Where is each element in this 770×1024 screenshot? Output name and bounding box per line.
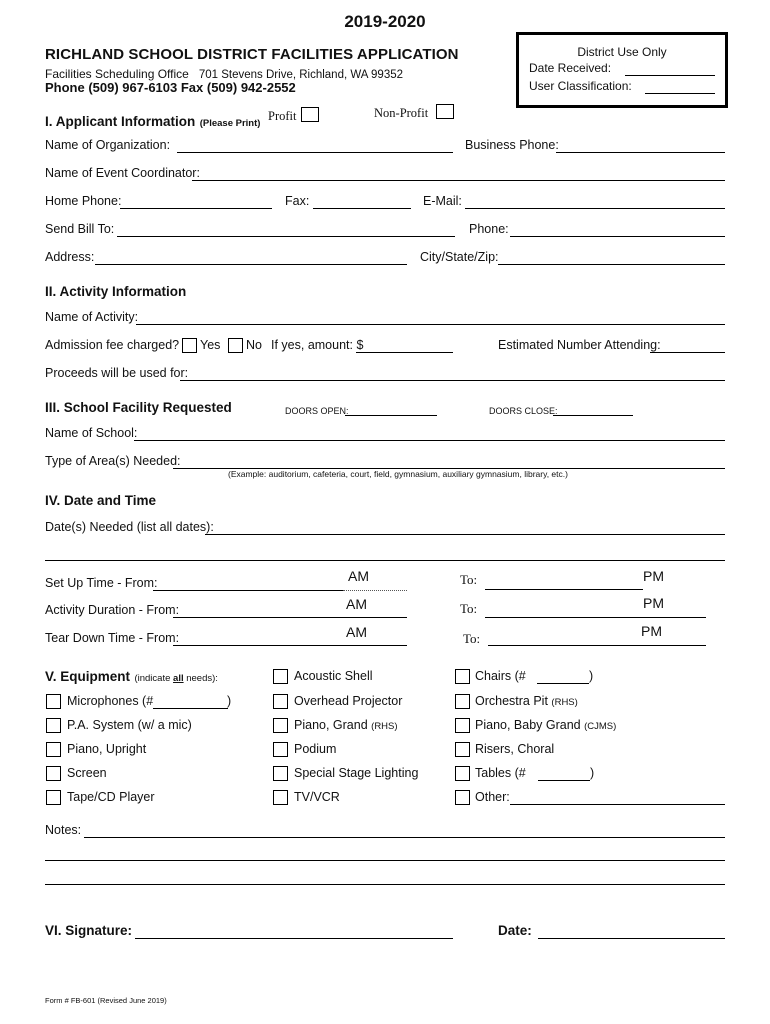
- tv-vcr-label: TV/VCR: [294, 790, 340, 804]
- amount-line[interactable]: [356, 352, 453, 353]
- notes-label: Notes:: [45, 823, 82, 837]
- piano-baby-grand-checkbox[interactable]: [455, 718, 470, 733]
- home-phone-label: Home Phone:: [45, 194, 122, 208]
- office-address: 701 Stevens Drive, Richland, WA 99352: [198, 69, 404, 81]
- teardown-to-line[interactable]: [488, 645, 706, 646]
- dates-line-1[interactable]: [205, 534, 725, 535]
- admission-yes-checkbox[interactable]: [182, 338, 197, 353]
- risers-label: Risers, Choral: [475, 742, 555, 756]
- chairs-count-line[interactable]: [537, 683, 589, 684]
- date-line[interactable]: [538, 938, 725, 939]
- section2-title: II. Activity Information: [45, 284, 187, 299]
- organization-line[interactable]: [177, 152, 453, 153]
- teardown-label: Tear Down Time - From:: [45, 631, 180, 645]
- profit-label: Profit: [268, 109, 297, 123]
- duration-am: AM: [346, 596, 367, 612]
- amount-label: If yes, amount: $: [271, 338, 364, 352]
- section4-title: IV. Date and Time: [45, 493, 157, 508]
- piano-upright-checkbox[interactable]: [46, 742, 61, 757]
- orchestra-pit-checkbox[interactable]: [455, 694, 470, 709]
- chairs-label: Chairs (#: [475, 669, 526, 683]
- setup-am: AM: [348, 568, 369, 584]
- pa-system-checkbox[interactable]: [46, 718, 61, 733]
- teardown-from-line[interactable]: [173, 645, 407, 646]
- section3-title: III. School Facility Requested: [45, 400, 232, 415]
- section5-note-pre: (indicate: [134, 673, 174, 684]
- activity-label: Name of Activity:: [45, 310, 139, 324]
- podium-checkbox[interactable]: [273, 742, 288, 757]
- tape-cd-checkbox[interactable]: [46, 790, 61, 805]
- stage-lighting-checkbox[interactable]: [273, 766, 288, 781]
- non-profit-checkbox[interactable]: [436, 104, 454, 119]
- date-label: Date:: [498, 923, 532, 938]
- form-number: Form # FB-601 (Revised June 2019): [45, 996, 167, 1005]
- profit-checkbox[interactable]: [301, 107, 319, 122]
- duration-pm: PM: [643, 595, 664, 611]
- chairs-close: ): [589, 669, 594, 683]
- tables-count-line[interactable]: [538, 780, 590, 781]
- attending-line[interactable]: [650, 352, 725, 353]
- signature-line[interactable]: [135, 938, 453, 939]
- tape-cd-label: Tape/CD Player: [67, 790, 155, 804]
- piano-grand-item: [294, 718, 398, 732]
- dates-label: Date(s) Needed (list all dates):: [45, 520, 214, 534]
- areas-example: (Example: auditorium, cafeteria, court, field, gymnasium, auxiliary gymnasium, library, etc.): [228, 469, 568, 479]
- email-line[interactable]: [465, 208, 725, 209]
- user-classification-line[interactable]: [645, 93, 715, 94]
- activity-line[interactable]: [136, 324, 725, 325]
- office-name: Facilities Scheduling Office: [45, 67, 189, 81]
- other-checkbox[interactable]: [455, 790, 470, 805]
- coordinator-line[interactable]: [192, 180, 725, 181]
- teardown-pm: PM: [641, 623, 662, 639]
- piano-baby-grand-item: [475, 718, 616, 732]
- piano-baby-grand-cjms: (CJMS): [584, 721, 617, 732]
- section1-title: I. Applicant Information: [45, 114, 196, 129]
- user-classification-label: User Classification:: [529, 79, 632, 93]
- notes-line-3[interactable]: [45, 884, 725, 885]
- screen-checkbox[interactable]: [46, 766, 61, 781]
- form-title: RICHLAND SCHOOL DISTRICT FACILITIES APPLICATION: [45, 46, 459, 63]
- setup-pm: PM: [643, 568, 664, 584]
- notes-line-2[interactable]: [45, 860, 725, 861]
- business-phone-line[interactable]: [556, 152, 725, 153]
- piano-upright-label: Piano, Upright: [67, 742, 147, 756]
- doors-open-line[interactable]: [345, 415, 437, 416]
- address-label: Address:: [45, 250, 95, 264]
- business-phone-label: Business Phone:: [465, 138, 559, 152]
- duration-label: Activity Duration - From:: [45, 603, 180, 617]
- admission-no-label: No: [246, 338, 262, 352]
- setup-from-line[interactable]: [153, 590, 343, 591]
- office-line: [45, 67, 403, 81]
- screen-label: Screen: [67, 766, 107, 780]
- date-received-label: Date Received:: [529, 61, 612, 75]
- phone-fax: Phone (509) 967-6103 Fax (509) 942-2552: [45, 80, 296, 95]
- fax-line[interactable]: [313, 208, 411, 209]
- teardown-to-label: To:: [463, 631, 481, 646]
- organization-label: Name of Organization:: [45, 138, 171, 152]
- school-label: Name of School:: [45, 426, 138, 440]
- home-phone-line[interactable]: [120, 208, 272, 209]
- proceeds-label: Proceeds will be used for:: [45, 366, 189, 380]
- non-profit-label: Non-Profit: [374, 106, 429, 120]
- risers-checkbox[interactable]: [455, 742, 470, 757]
- email-label: E-Mail:: [423, 194, 462, 208]
- chairs-checkbox[interactable]: [455, 669, 470, 684]
- section5-note-post: needs):: [183, 673, 218, 684]
- podium-label: Podium: [294, 742, 337, 756]
- doors-close-line[interactable]: [553, 415, 633, 416]
- notes-line-1[interactable]: [84, 837, 725, 838]
- admission-label: Admission fee charged?: [45, 338, 180, 352]
- duration-from-line[interactable]: [173, 617, 407, 618]
- district-use-title: District Use Only: [577, 45, 667, 59]
- pa-system-label: P.A. System (w/ a mic): [67, 718, 192, 732]
- phone-line[interactable]: [510, 236, 725, 237]
- acoustic-shell-label: Acoustic Shell: [294, 669, 373, 683]
- doors-close-label: DOORS CLOSE:: [489, 406, 558, 416]
- tables-label: Tables (#: [475, 766, 526, 780]
- microphones-count-line[interactable]: [153, 708, 228, 709]
- other-label: Other:: [475, 790, 510, 804]
- overhead-projector-checkbox[interactable]: [273, 694, 288, 709]
- acoustic-shell-checkbox[interactable]: [273, 669, 288, 684]
- microphones-checkbox[interactable]: [46, 694, 61, 709]
- duration-to-line[interactable]: [485, 617, 706, 618]
- admission-no-checkbox[interactable]: [228, 338, 243, 353]
- school-line[interactable]: [134, 440, 725, 441]
- city-label: City/State/Zip:: [420, 250, 499, 264]
- overhead-projector-label: Overhead Projector: [294, 694, 403, 708]
- piano-baby-grand-label: Piano, Baby Grand: [475, 718, 581, 732]
- attending-label: Estimated Number Attending:: [498, 338, 661, 352]
- proceeds-line[interactable]: [180, 380, 725, 381]
- orchestra-pit-rhs: (RHS): [551, 697, 578, 708]
- setup-from-dotline: [343, 590, 407, 591]
- tv-vcr-checkbox[interactable]: [273, 790, 288, 805]
- district-use-box: [516, 32, 728, 108]
- section5-title: V. Equipment: [45, 669, 131, 684]
- piano-grand-rhs: (RHS): [371, 721, 398, 732]
- duration-to-label: To:: [460, 601, 478, 616]
- other-line[interactable]: [510, 804, 725, 805]
- admission-yes-label: Yes: [200, 338, 221, 352]
- piano-grand-label: Piano, Grand: [294, 718, 368, 732]
- dates-line-2[interactable]: [45, 560, 725, 561]
- setup-label: Set Up Time - From:: [45, 576, 158, 590]
- setup-to-line[interactable]: [485, 589, 643, 590]
- send-bill-line[interactable]: [117, 236, 455, 237]
- setup-to-label: To:: [460, 572, 478, 587]
- send-bill-label: Send Bill To:: [45, 222, 115, 236]
- signature-label: VI. Signature:: [45, 923, 133, 938]
- piano-grand-checkbox[interactable]: [273, 718, 288, 733]
- date-received-line[interactable]: [625, 75, 715, 76]
- orchestra-pit-label: Orchestra Pit: [475, 694, 548, 708]
- areas-label: Type of Area(s) Needed:: [45, 454, 181, 468]
- tables-checkbox[interactable]: [455, 766, 470, 781]
- tables-close: ): [590, 766, 595, 780]
- form-year: 2019-2020: [344, 12, 426, 31]
- teardown-am: AM: [346, 624, 367, 640]
- microphones-label: Microphones (#: [67, 694, 154, 708]
- section5-heading: [45, 668, 218, 686]
- orchestra-pit-item: [475, 694, 578, 708]
- doors-open-label: DOORS OPEN:: [285, 406, 349, 416]
- address-line[interactable]: [95, 264, 407, 265]
- city-line[interactable]: [498, 264, 725, 265]
- stage-lighting-label: Special Stage Lighting: [294, 766, 419, 780]
- phone-label: Phone:: [469, 222, 509, 236]
- section1-heading: [45, 113, 260, 131]
- fax-label: Fax:: [285, 194, 310, 208]
- section5-note-all: all: [173, 673, 184, 684]
- section1-note: (Please Print): [199, 118, 261, 129]
- coordinator-label: Name of Event Coordinator:: [45, 166, 200, 180]
- microphones-close: ): [227, 694, 232, 708]
